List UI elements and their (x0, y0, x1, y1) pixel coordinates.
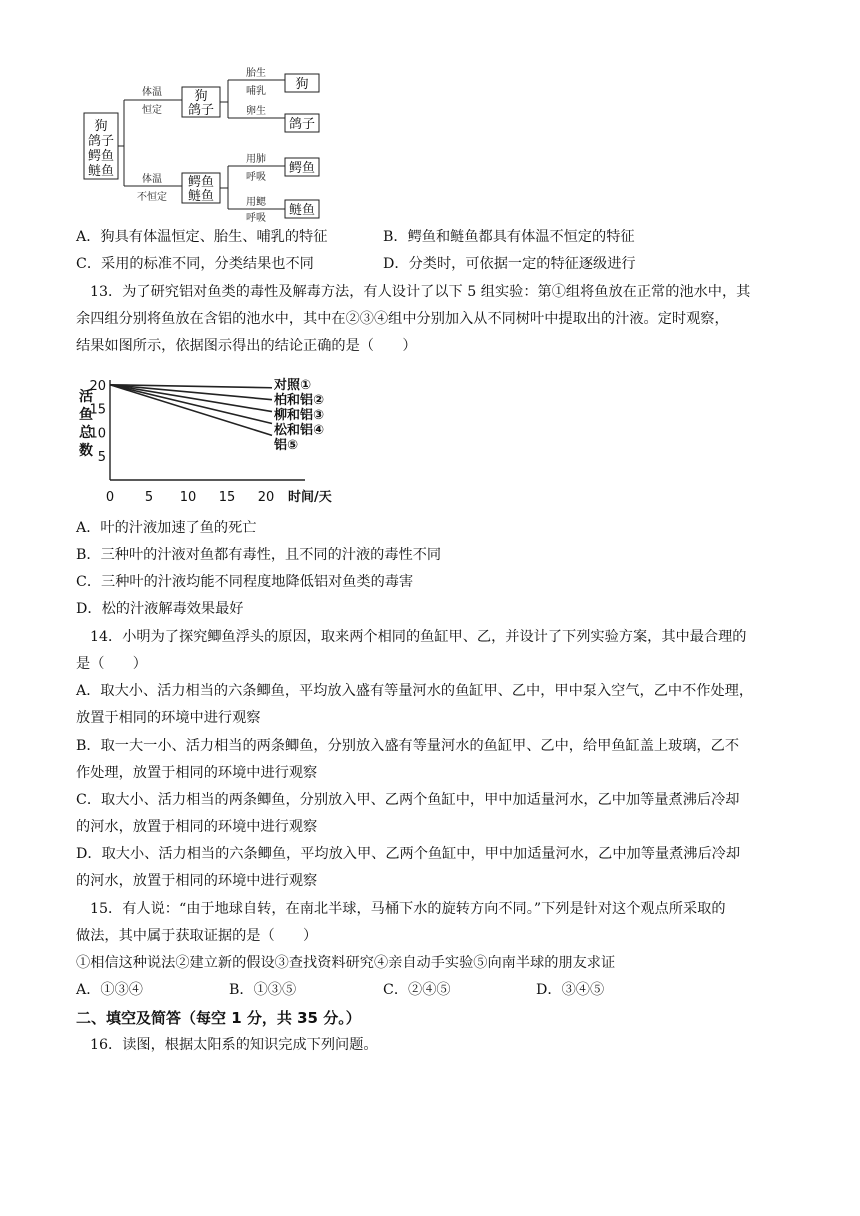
tree-b2: 卵生 (246, 106, 266, 117)
tree-b4-1: 用鳃 (246, 197, 266, 208)
tree-root-2: 鸽子 (87, 134, 115, 149)
q12-option-d: D．分类时，可依据一定的特征逐级进行 (383, 256, 636, 272)
q14-stem-1: 14．小明为了探究鲫鱼浮头的原因，取来两个相同的鱼缸甲、乙，并设计了下列实验方案，其中最合理的 (90, 629, 747, 645)
tree-branch-lower-2: 不恒定 (137, 192, 167, 203)
q15-option-a: A．①③④ (76, 982, 143, 998)
chart-series-line (110, 385, 272, 424)
chart-y-tick-label: 20 (89, 378, 106, 394)
q14-option-d-1: D．取大小、活力相当的六条鲫鱼，平均放入甲、乙两个鱼缸中，甲中加适量河水，乙中加等量煮沸后冷却 (76, 846, 741, 862)
tree-mid-upper-2: 鸽子 (187, 103, 215, 118)
tree-b4-2: 呼吸 (246, 213, 266, 224)
q14-option-b-1: B．取一大一小、活力相当的两条鲫鱼，分别放入盛有等量河水的鱼缸甲、乙中，给甲鱼缸盖上玻璃，乙不 (76, 738, 740, 754)
q12-option-a: A．狗具有体温恒定、胎生、哺乳的特征 (76, 229, 328, 245)
tree-branch-upper-2: 恒定 (142, 105, 162, 116)
q13-stem-2: 余四组分别将鱼放在含铝的池水中，其中在②③④组中分别加入从不同树叶中提取出的汁液。定时观察， (76, 311, 729, 327)
q14-option-c-1: C．取大小、活力相当的两条鲫鱼，分别放入甲、乙两个鱼缸中，甲中加适量河水，乙中加等量煮沸后冷却 (76, 792, 740, 808)
section-2-heading: 二、填空及简答（每空 1 分，共 35 分。） (76, 1009, 361, 1027)
q13-stem-1: 13．为了研究铝对鱼类的毒性及解毒方法，有人设计了以下 5 组实验：第①组将鱼放在正常的池水中，其 (90, 284, 751, 300)
chart-series-label: 对照① (274, 378, 312, 393)
q14-stem-2: 是（ ） (76, 656, 147, 672)
chart-series-label: 铝⑤ (274, 438, 299, 453)
chart-x-tick-label: 10 (179, 490, 197, 505)
q15-items: ①相信这种说法②建立新的假设③查找资料研究④亲自动手实验⑤向南半球的朋友求证 (76, 955, 616, 971)
chart-x-tick-label: 5 (144, 490, 154, 505)
chart-y-tick-label: 15 (89, 402, 106, 418)
q15-stem-1: 15．有人说：“由于地球自转，在南北半球，马桶下水的旋转方向不同。”下列是针对这个观点所采取的 (90, 901, 726, 917)
chart-x-tick-label: 0 (105, 490, 115, 505)
tree-leaf-3: 鳄鱼 (288, 161, 316, 176)
classification-diagram (0, 0, 340, 230)
tree-leaf-2: 鸽子 (288, 117, 316, 132)
chart-series-label: 柳和铝③ (274, 408, 325, 423)
tree-mid-upper-1: 狗 (194, 89, 208, 104)
fish-survival-chart (70, 375, 340, 515)
q15-option-c: C．②④⑤ (383, 982, 451, 998)
tree-mid-lower-2: 鲢鱼 (187, 189, 215, 204)
q14-option-a-1: A．取大小、活力相当的六条鲫鱼，平均放入盛有等量河水的鱼缸甲、乙中，甲中泵入空气，乙中不作处理， (76, 683, 754, 699)
tree-leaf-4: 鲢鱼 (288, 203, 316, 218)
chart-series-label: 松和铝④ (274, 423, 325, 438)
q16-stem: 16．读图，根据太阳系的知识完成下列问题。 (90, 1037, 378, 1053)
q13-option-b: B．三种叶的汁液对鱼都有毒性，且不同的汁液的毒性不同 (76, 547, 442, 563)
chart-y-tick-label: 10 (89, 426, 106, 442)
q15-stem-2: 做法，其中属于获取证据的是（ ） (76, 928, 318, 944)
chart-y-tick-label: 5 (97, 450, 106, 466)
chart-ylabel-1: 活 (79, 389, 93, 405)
q13-option-d: D．松的汁液解毒效果最好 (76, 601, 244, 617)
tree-branch-lower-1: 体温 (142, 174, 162, 185)
tree-b1-2: 哺乳 (246, 86, 266, 97)
chart-x-tick-label: 15 (218, 490, 236, 505)
q14-option-d-2: 的河水，放置于相同的环境中进行观察 (76, 873, 318, 889)
q13-option-c: C．三种叶的汁液均能不同程度地降低铝对鱼类的毒害 (76, 574, 414, 590)
chart-ylabel-3: 总 (79, 425, 93, 441)
chart-xlabel: 时间/天 (288, 490, 332, 505)
chart-x-tick-label: 20 (257, 490, 275, 505)
q13-option-a: A．叶的汁液加速了鱼的死亡 (76, 520, 257, 536)
q14-option-b-2: 作处理，放置于相同的环境中进行观察 (76, 765, 318, 781)
q15-option-d: D．③④⑤ (536, 982, 605, 998)
tree-root-3: 鳄鱼 (87, 149, 115, 164)
tree-b1-1: 胎生 (246, 68, 266, 79)
tree-b3-1: 用肺 (246, 154, 266, 165)
tree-b3-2: 呼吸 (246, 172, 266, 183)
tree-branch-upper-1: 体温 (142, 87, 162, 98)
q14-option-c-2: 的河水，放置于相同的环境中进行观察 (76, 819, 318, 835)
chart-ylabel-4: 数 (79, 443, 93, 459)
q14-option-a-2: 放置于相同的环境中进行观察 (76, 710, 261, 726)
chart-ylabel-2: 鱼 (79, 407, 93, 423)
q15-option-b: B．①③⑤ (229, 982, 297, 998)
chart-series-label: 柏和铝② (274, 393, 325, 408)
q13-stem-3: 结果如图所示，依据图示得出的结论正确的是（ ） (76, 338, 417, 354)
tree-mid-lower-1: 鳄鱼 (187, 175, 215, 190)
q12-option-b: B．鳄鱼和鲢鱼都具有体温不恒定的特征 (383, 229, 635, 245)
q12-option-c: C．采用的标准不同，分类结果也不同 (76, 256, 314, 272)
tree-root-4: 鲢鱼 (87, 164, 115, 179)
tree-root-1: 狗 (94, 119, 108, 134)
tree-leaf-1: 狗 (295, 77, 309, 92)
